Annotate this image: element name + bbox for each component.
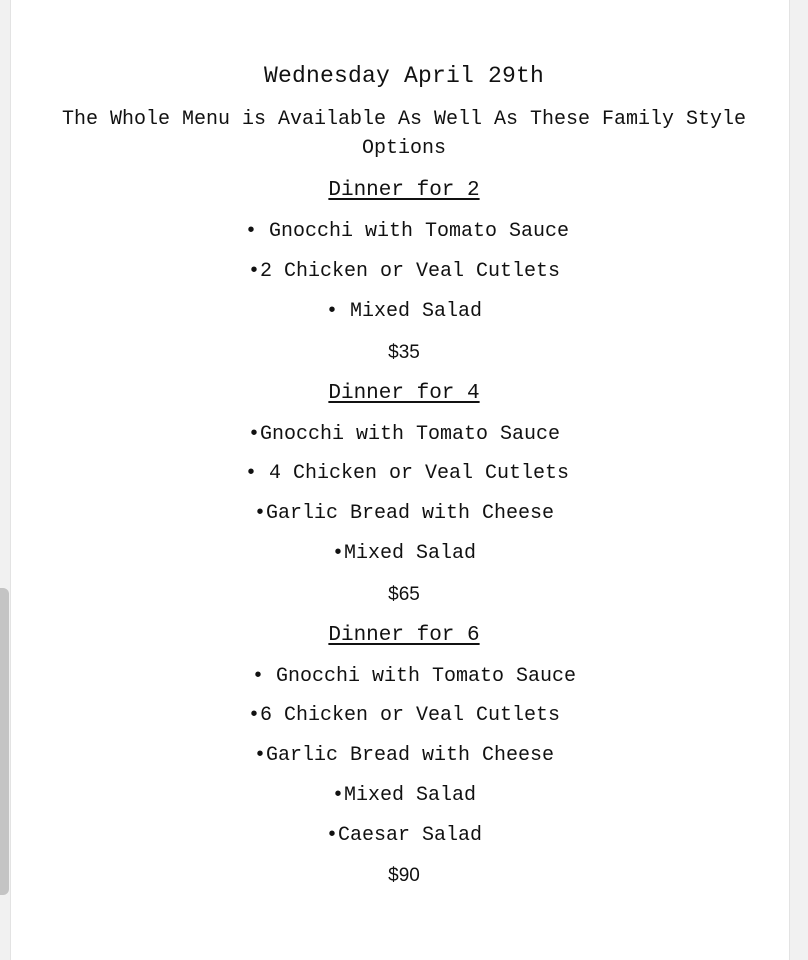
menu-item: •Garlic Bread with Cheese [253,502,555,525]
section-price: $90 [388,865,420,886]
section-price: $35 [388,342,420,363]
menu-item: • Mixed Salad [325,300,483,323]
menu-intro-line-2: Options [361,137,446,160]
menu-item: •Mixed Salad [331,542,477,565]
menu-item: •Gnocchi with Tomato Sauce [247,423,561,446]
menu-date: Wednesday April 29th [263,63,545,89]
section-heading-text: Dinner for 6 [328,624,480,647]
menu-item: •Mixed Salad [331,784,477,807]
section-heading-dinner-for-4 [0,383,808,404]
menu-item: • Gnocchi with Tomato Sauce [244,220,570,243]
menu-item: • Gnocchi with Tomato Sauce [251,665,577,688]
menu-intro-line-1: The Whole Menu is Available As Well As These Family Style [61,108,747,131]
section-heading-text: Dinner for 2 [328,179,480,202]
menu-item: • 4 Chicken or Veal Cutlets [244,462,570,485]
section-heading-dinner-for-6 [0,625,808,646]
section-heading-text: Dinner for 4 [328,382,480,405]
menu-item: •Caesar Salad [325,824,483,847]
section-price: $65 [388,584,420,605]
menu-item: •6 Chicken or Veal Cutlets [247,704,561,727]
section-heading-dinner-for-2 [0,180,808,201]
menu-item: •2 Chicken or Veal Cutlets [247,260,561,283]
menu-item: •Garlic Bread with Cheese [253,744,555,767]
